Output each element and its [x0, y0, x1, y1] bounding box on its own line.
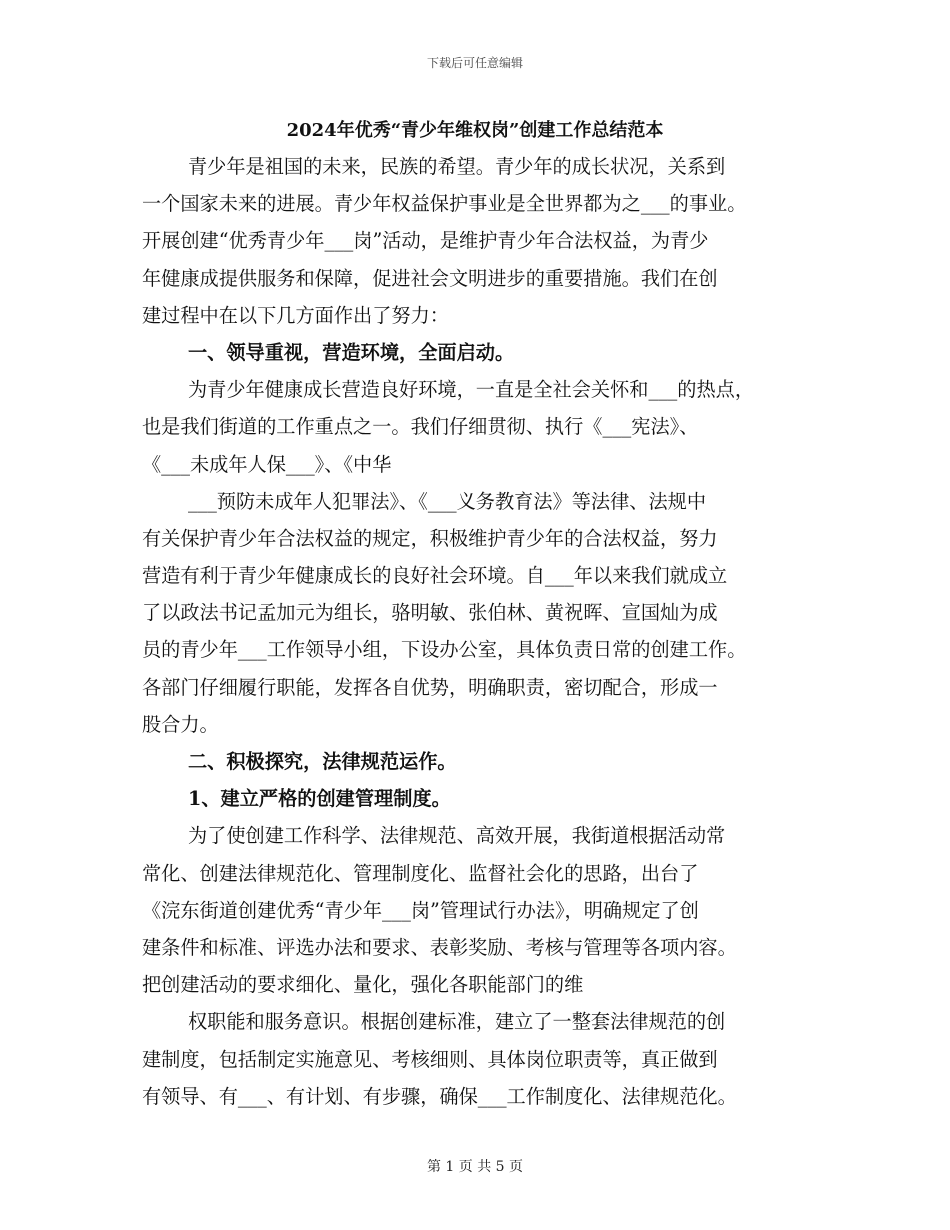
paragraph-line: ___预防未成年人犯罪法》、《___义务教育法》等法律、法规中 — [188, 489, 707, 513]
section-heading-line: 1、建立严格的创建管理制度。 — [188, 787, 451, 811]
paragraph-line: 为青少年健康成长营造良好环境，一直是全社会关怀和___的热点， — [188, 378, 755, 402]
paragraph-line: 建过程中在以下几方面作出了努力： — [142, 303, 449, 327]
paragraph-line: 一个国家未来的进展。青少年权益保护事业是全世界都为之___的事业。 — [142, 192, 747, 216]
document-title: 2024年优秀“青少年维权岗”创建工作总结范本 — [286, 120, 664, 141]
paragraph-line: 开展创建“优秀青少年___岗”活动，是维护青少年合法权益，为青少 — [142, 229, 709, 253]
paragraph-line: 常化、创建法律规范化、管理制度化、监督社会化的思路，出台了 — [142, 861, 699, 885]
section-heading-line: 一、领导重视，营造环境，全面启动。 — [188, 340, 515, 364]
paragraph-line: 也是我们街道的工作重点之一。我们仔细贯彻、执行《___宪法》、 — [142, 415, 699, 439]
paragraph-line: 有关保护青少年合法权益的规定，积极维护青少年的合法权益，努力 — [142, 526, 718, 550]
paragraph-line: 员的青少年___工作领导小组，下设办公室，具体负责日常的创建工作。 — [142, 638, 747, 662]
document-body — [142, 148, 822, 1115]
page-footer: 第 1 页 共 5 页 — [426, 1159, 524, 1175]
paragraph-line: 青少年是祖国的未来，民族的希望。青少年的成长状况，关系到 — [188, 155, 726, 178]
paragraph-line: 为了使创建工作科学、法律规范、高效开展，我街道根据活动常 — [188, 824, 726, 848]
paragraph-line: 股合力。 — [142, 712, 219, 736]
paragraph-line: 营造有利于青少年健康成长的良好社会环境。自___年以来我们就成立 — [142, 564, 728, 588]
section-heading-line: 二、积极探究，法律规范运作。 — [188, 750, 457, 773]
paragraph-line: 有领导、有___、有计划、有步骤，确保___工作制度化、法律规范化。 — [142, 1084, 737, 1108]
paragraph-line: 权职能和服务意识。根据创建标准，建立了一整套法律规范的创 — [188, 1010, 726, 1034]
paragraph-line: 各部门仔细履行职能，发挥各自优势，明确职责，密切配合，形成一 — [142, 675, 718, 699]
paragraph-line: 建条件和标准、评选办法和要求、表彰奖励、考核与管理等各项内容。 — [142, 935, 737, 959]
paragraph-line: 年健康成提供服务和保障，促进社会文明进步的重要措施。我们在创 — [142, 266, 718, 290]
paragraph-line: 把创建活动的要求细化、量化，强化各职能部门的维 — [142, 973, 584, 997]
paragraph-line: 《___未成年人保___》、《中华 — [142, 452, 392, 476]
paragraph-line: 了以政法书记孟加元为组长，骆明敏、张伯林、黄祝晖、宣国灿为成 — [142, 601, 718, 625]
page-header: 下载后可任意编辑 — [426, 56, 523, 70]
paragraph-line: 建制度，包括制定实施意见、考核细则、具体岗位职责等，真正做到 — [142, 1047, 718, 1071]
paragraph-line: 《浣东街道创建优秀“青少年___岗”管理试行办法》，明确规定了创 — [142, 898, 699, 922]
